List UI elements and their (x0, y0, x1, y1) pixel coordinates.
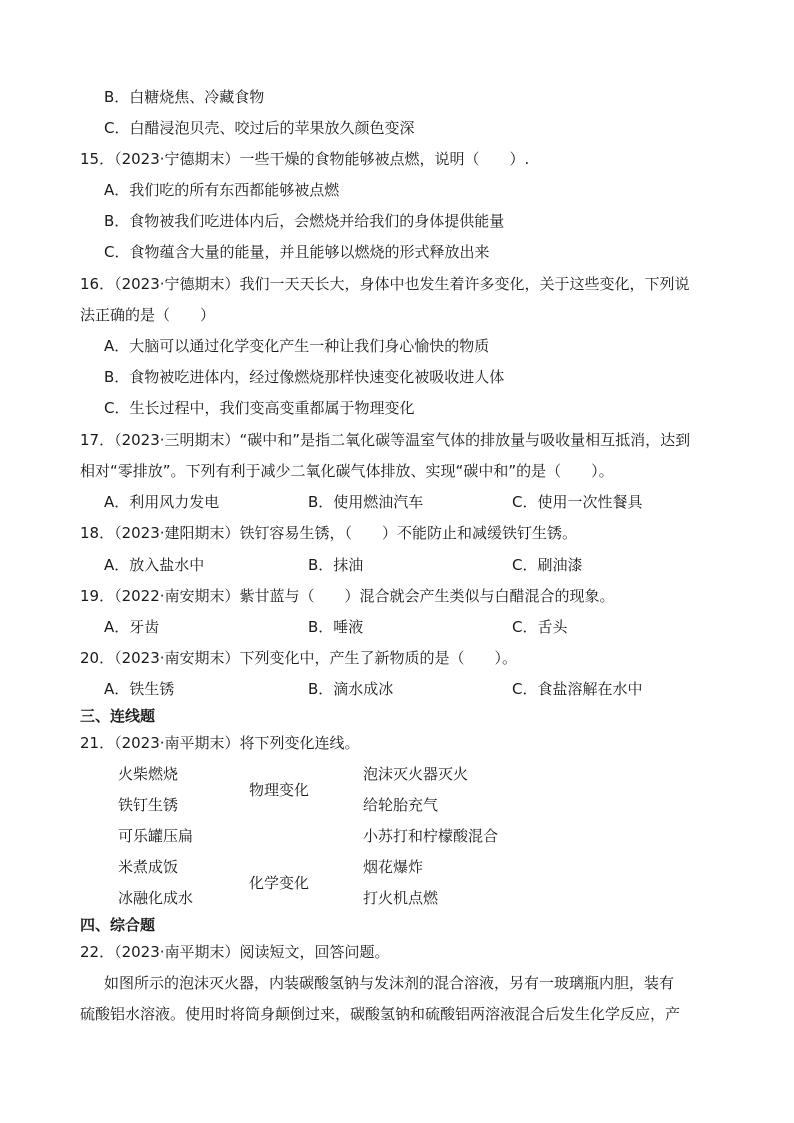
q21-left-item[interactable]: 可乐罐压扁 (118, 827, 194, 845)
q17-option-a: A．利用风力发电 (104, 493, 220, 511)
q21-stem: 21．（2023·南平期末）将下列变化连线。 (80, 734, 360, 752)
q21-left-item[interactable]: 米煮成饭 (118, 858, 179, 876)
q21-left-item[interactable]: 铁钉生锈 (118, 796, 179, 814)
q19-option-c: C．舌头 (512, 618, 568, 636)
q16-option-b: B．食物被吃进体内，经过像燃烧那样快速变化被吸收进人体 (104, 368, 505, 386)
q16-stem-line2: 法正确的是（ ） (80, 306, 216, 324)
q21-right-item[interactable]: 打火机点燃 (363, 889, 439, 907)
q20-stem: 20．（2023·南安期末）下列变化中，产生了新物质的是（ ）。 (80, 649, 518, 667)
q15-option-b: B．食物被我们吃进体内后，会燃烧并给我们的身体提供能量 (104, 212, 505, 230)
q15-option-a: A．我们吃的所有东西都能够被点燃 (104, 181, 340, 199)
q21-category-chemical[interactable]: 化学变化 (249, 874, 310, 892)
q18-stem: 18．（2023·建阳期末）铁钉容易生锈，（ ）不能防止和减缓铁钉生锈。 (80, 524, 578, 542)
section-heading-comprehensive: 四、综合题 (80, 916, 156, 934)
q21-right-item[interactable]: 给轮胎充气 (363, 796, 439, 814)
q17-stem-line1: 17．（2023·三明期末）“碳中和”是指二氧化碳等温室气体的排放量与吸收量相互抵消，达到 (80, 431, 691, 449)
q18-option-c: C．刷油漆 (512, 556, 583, 574)
q17-stem-line2: 相对“零排放”。下列有利于减少二氧化碳气体排放、实现“碳中和”的是（ ）。 (80, 462, 614, 480)
q21-left-item[interactable]: 冰融化成水 (118, 889, 194, 907)
q22-stem: 22．（2023·南平期末）阅读短文，回答问题。 (80, 943, 390, 961)
q20-option-a: A．铁生锈 (104, 680, 175, 698)
q14-option-c: C．白醋浸泡贝壳、咬过后的苹果放久颜色变深 (104, 119, 415, 137)
q15-option-c: C．食物蕴含大量的能量，并且能够以燃烧的形式释放出来 (104, 243, 490, 261)
q22-paragraph-line2: 硫酸铝水溶液。使用时将筒身颠倒过来，碳酸氢钠和硫酸铝两溶液混合后发生化学反应，产 (80, 1005, 681, 1023)
q16-option-a: A．大脑可以通过化学变化产生一种让我们身心愉快的物质 (104, 337, 490, 355)
q16-option-c: C．生长过程中，我们变高变重都属于物理变化 (104, 399, 415, 417)
q20-option-b: B．滴水成冰 (308, 680, 394, 698)
q21-right-item[interactable]: 泡沫灭火器灭火 (363, 765, 469, 783)
q17-option-b: B．使用燃油汽车 (308, 493, 424, 511)
q14-option-b: B．白糖烧焦、冷藏食物 (104, 88, 265, 106)
q19-option-a: A．牙齿 (104, 618, 160, 636)
q18-option-a: A．放入盐水中 (104, 556, 205, 574)
q21-right-item[interactable]: 小苏打和柠檬酸混合 (363, 827, 499, 845)
q20-option-c: C．食盐溶解在水中 (512, 680, 643, 698)
q15-stem: 15．（2023·宁德期末）一些干燥的食物能够被点燃，说明（ ）. (80, 150, 530, 168)
section-heading-matching: 三、连线题 (80, 707, 156, 725)
q18-option-b: B．抹油 (308, 556, 364, 574)
q21-category-physical[interactable]: 物理变化 (249, 781, 310, 799)
q19-stem: 19．（2022·南安期末）紫甘蓝与（ ）混合就会产生类似与白醋混合的现象。 (80, 587, 615, 605)
q21-left-item[interactable]: 火柴燃烧 (118, 765, 179, 783)
q16-stem-line1: 16．（2023·宁德期末）我们一天天长大，身体中也发生着许多变化，关于这些变化，下列说 (80, 275, 690, 293)
q21-right-item[interactable]: 烟花爆炸 (363, 858, 424, 876)
q17-option-c: C．使用一次性餐具 (512, 493, 643, 511)
q22-paragraph-line1: 如图所示的泡沫灭火器，内装碳酸氢钠与发沫剂的混合溶液，另有一玻璃瓶内胆，装有 (104, 974, 675, 992)
q19-option-b: B．唾液 (308, 618, 364, 636)
